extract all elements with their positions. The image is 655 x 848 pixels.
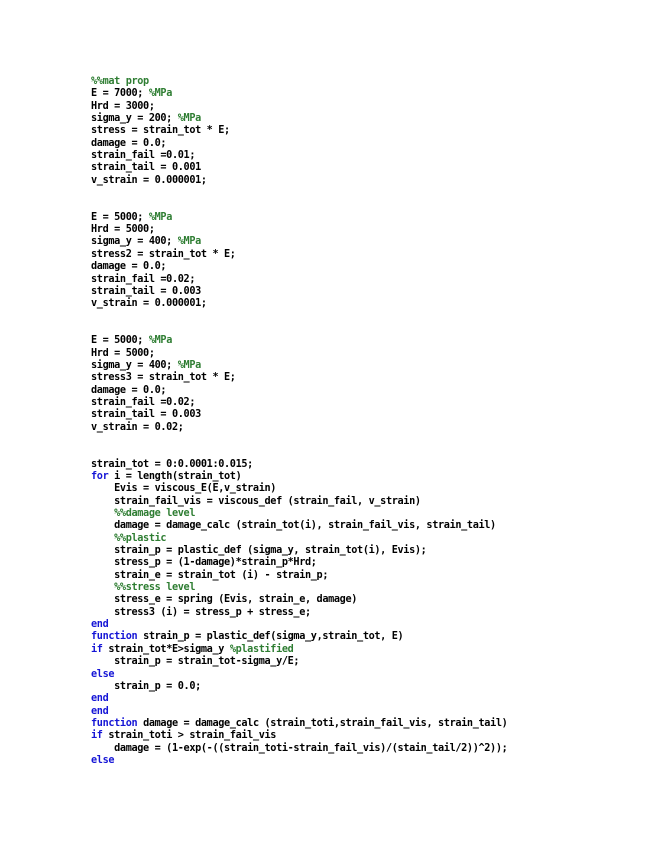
blank-line	[91, 434, 507, 446]
code-line	[91, 619, 507, 631]
code-line	[91, 520, 507, 532]
code-keyword: end	[91, 619, 109, 631]
code-line	[91, 162, 507, 174]
code-line	[91, 631, 507, 643]
code-keyword: for	[91, 471, 109, 482]
code-text: strain_tail = 0.003	[91, 285, 201, 297]
code-line	[91, 755, 507, 767]
code-text: damage = (1-exp(-((strain_toti-strain_fail_vis)/(stain_tail/2))^2));	[91, 742, 508, 754]
code-text: strain_tail = 0.003	[91, 409, 201, 421]
code-keyword: end	[91, 693, 109, 705]
code-line	[91, 533, 507, 545]
code-comment: %MPa	[148, 211, 172, 223]
code-keyword: if	[91, 730, 103, 742]
code-line	[91, 397, 507, 409]
code-text: strain_fail =0.01;	[91, 150, 196, 162]
code-line	[91, 360, 507, 372]
code-text: stress_p = (1-damage)*strain_p*Hrd;	[91, 557, 317, 569]
code-line	[91, 594, 507, 606]
code-line	[91, 681, 507, 693]
code-line	[91, 483, 507, 495]
code-text: damage = damage_calc (strain_toti,strain_fail_vis, strain_tail)	[137, 717, 508, 729]
code-text: E = 7000;	[91, 88, 149, 100]
code-line	[91, 298, 507, 310]
code-line	[91, 409, 507, 421]
code-line	[91, 422, 507, 434]
code-text: sigma_y = 400;	[91, 236, 178, 248]
code-line	[91, 496, 507, 508]
code-text	[91, 582, 114, 593]
code-comment: %MPa	[177, 113, 201, 125]
code-keyword: if	[91, 643, 103, 655]
code-line	[91, 261, 507, 273]
code-text: strain_fail =0.02;	[91, 396, 196, 408]
code-comment: %MPa	[177, 359, 201, 371]
code-line	[91, 88, 507, 100]
code-text: Hrd = 5000;	[91, 224, 155, 236]
code-text: stress_e = spring (Evis, strain_e, damage)	[91, 594, 358, 606]
code-line	[91, 212, 507, 224]
code-text: stress3 (i) = stress_p + stress_e;	[91, 606, 311, 618]
code-text: stress = strain_tot * E;	[91, 125, 230, 137]
code-text: stress3 = strain_tot * E;	[91, 372, 236, 384]
code-text: strain_toti > strain_fail_vis	[102, 730, 277, 742]
code-keyword: function	[91, 717, 138, 729]
code-line	[91, 706, 507, 718]
code-comment: %MPa	[148, 335, 172, 347]
code-text: Hrd = 3000;	[91, 100, 155, 112]
code-text: i = length(strain_tot)	[108, 471, 242, 482]
code-text: sigma_y = 200;	[91, 113, 178, 125]
code-line	[91, 224, 507, 236]
code-text: damage = 0.0;	[91, 384, 167, 396]
blank-line	[91, 323, 507, 335]
code-comment: %%mat prop	[91, 76, 149, 87]
code-line	[91, 150, 507, 162]
blank-line	[91, 199, 507, 211]
code-text: damage = 0.0;	[91, 137, 167, 149]
blank-line	[91, 187, 507, 199]
code-comment: %%damage level	[114, 508, 196, 520]
code-keyword: end	[91, 705, 109, 717]
code-line	[91, 76, 507, 88]
code-text: strain_tot = 0:0.0001:0.015;	[91, 458, 253, 470]
code-line	[91, 656, 507, 668]
code-text: strain_tail = 0.001	[91, 162, 201, 174]
code-line	[91, 545, 507, 557]
code-comment: %MPa	[148, 88, 172, 100]
code-listing	[91, 76, 507, 767]
code-keyword: function	[91, 631, 138, 643]
code-text: E = 5000;	[91, 335, 149, 347]
code-text: v_strain = 0.02;	[91, 421, 184, 433]
code-text: strain_tot*E>sigma_y	[102, 643, 230, 655]
code-line	[91, 249, 507, 261]
code-text: v_strain = 0.000001;	[91, 174, 207, 186]
code-comment: %%plastic	[114, 532, 167, 544]
code-text: stress2 = strain_tot * E;	[91, 248, 236, 260]
code-line	[91, 669, 507, 681]
code-text: strain_fail_vis = viscous_def (strain_fail, v_strain)	[91, 495, 421, 507]
code-text: strain_p = plastic_def(sigma_y,strain_tot, E)	[137, 631, 404, 643]
code-keyword: else	[91, 754, 115, 766]
code-text: strain_p = 0.0;	[91, 680, 201, 692]
code-text: damage = 0.0;	[91, 261, 167, 273]
code-text: Evis = viscous_E(E,v_strain)	[91, 483, 277, 495]
code-line	[91, 644, 507, 656]
code-comment: %MPa	[177, 236, 201, 248]
code-text	[91, 508, 114, 519]
code-line	[91, 138, 507, 150]
code-text: strain_e = strain_tot (i) - strain_p;	[91, 569, 329, 581]
code-line	[91, 101, 507, 113]
code-line	[91, 175, 507, 187]
code-line	[91, 372, 507, 384]
code-line	[91, 113, 507, 125]
code-keyword: else	[91, 668, 115, 680]
code-line	[91, 607, 507, 619]
code-line	[91, 459, 507, 471]
code-line	[91, 570, 507, 582]
code-text: strain_p = plastic_def (sigma_y, strain_tot(i), Evis);	[91, 545, 427, 557]
blank-line	[91, 446, 507, 458]
code-line	[91, 557, 507, 569]
code-line	[91, 508, 507, 520]
code-line	[91, 471, 507, 483]
blank-line	[91, 311, 507, 323]
code-text: damage = damage_calc (strain_tot(i), strain_fail_vis, strain_tail)	[91, 520, 496, 532]
code-text	[91, 533, 114, 544]
code-line	[91, 743, 507, 755]
code-line	[91, 125, 507, 137]
code-comment: %plastified	[229, 643, 294, 655]
code-text: v_strain = 0.000001;	[91, 298, 207, 310]
code-line	[91, 582, 507, 594]
code-line	[91, 385, 507, 397]
code-line	[91, 730, 507, 742]
code-line	[91, 286, 507, 298]
code-line	[91, 335, 507, 347]
code-line	[91, 274, 507, 286]
code-line	[91, 693, 507, 705]
code-line	[91, 718, 507, 730]
code-line	[91, 348, 507, 360]
code-text: strain_fail =0.02;	[91, 273, 196, 285]
code-comment: %%stress level	[114, 582, 196, 594]
code-text: Hrd = 5000;	[91, 347, 155, 359]
code-line	[91, 236, 507, 248]
code-text: sigma_y = 400;	[91, 359, 178, 371]
code-text: E = 5000;	[91, 211, 149, 223]
code-text: strain_p = strain_tot-sigma_y/E;	[91, 656, 300, 668]
